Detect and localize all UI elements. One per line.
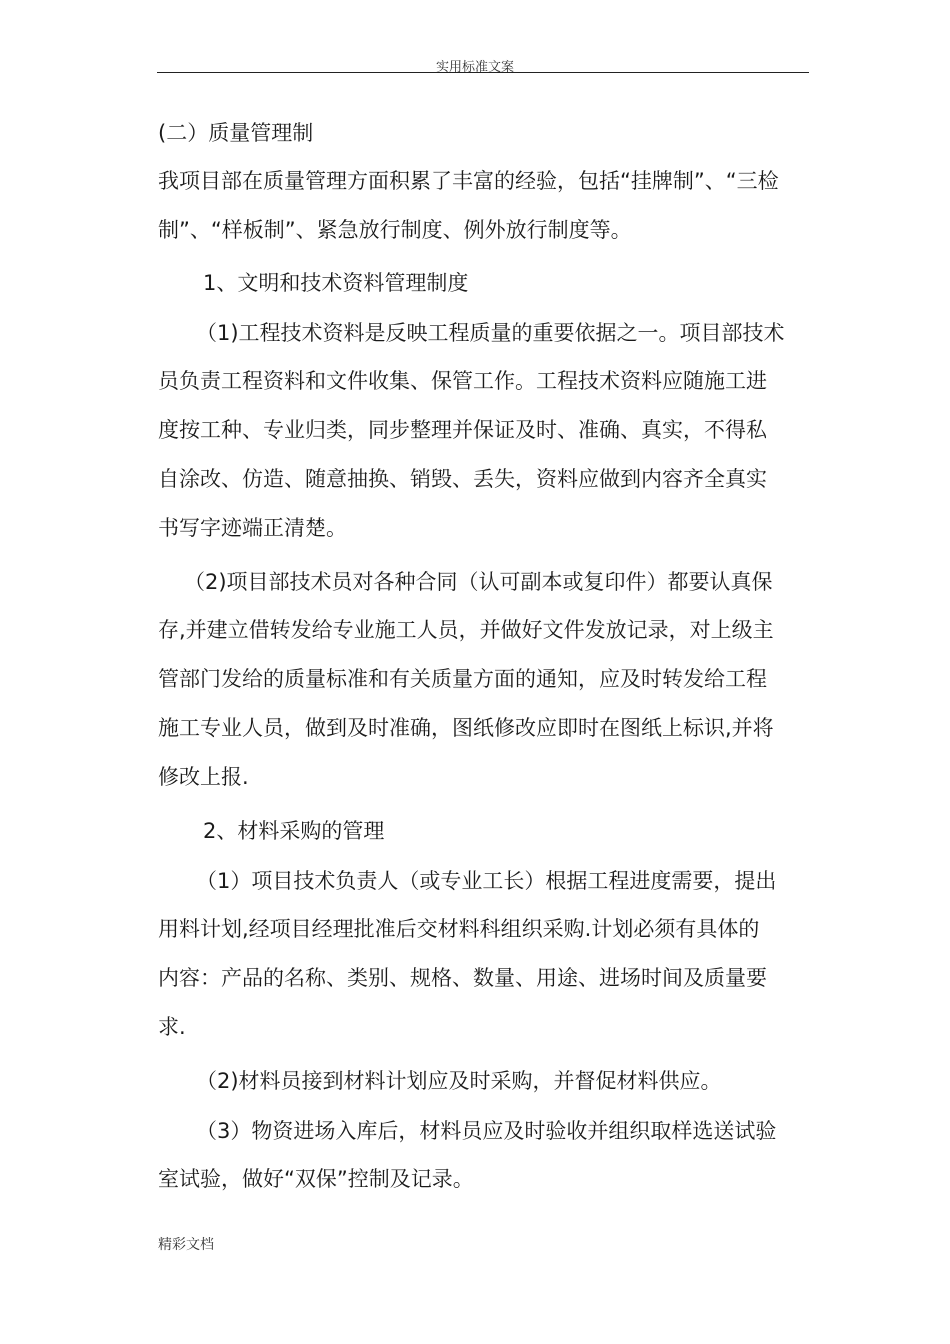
paragraph-line: 存,并建立借转发给专业施工人员，并做好文件发放记录，对上级主	[158, 618, 774, 642]
page-footer: 精彩文档	[158, 1237, 214, 1253]
paragraph-line: 度按工种、专业归类，同步整理并保证及时、准确、真实，不得私	[158, 418, 767, 442]
paragraph-line: 修改上报.	[158, 765, 249, 789]
subsection-heading: 1、文明和技术资料管理制度	[203, 271, 469, 295]
paragraph-line: （1）项目技术负责人（或专业工长）根据工程进度需要，提出	[196, 869, 777, 893]
paragraph-line: （1)工程技术资料是反映工程质量的重要依据之一。项目部技术	[196, 321, 785, 345]
paragraph-line: 制”、“样板制”、紧急放行制度、例外放行制度等。	[158, 218, 632, 242]
paragraph-line: 书写字迹端正清楚。	[158, 516, 347, 540]
paragraph-line: 自涂改、仿造、随意抽换、销毁、丢失，资料应做到内容齐全真实	[158, 467, 767, 491]
paragraph-line: 员负责工程资料和文件收集、保管工作。工程技术资料应随施工进	[158, 369, 767, 393]
paragraph-line: 我项目部在质量管理方面积累了丰富的经验，包括“挂牌制”、“三检	[158, 169, 779, 193]
section-heading: (二）质量管理制	[158, 121, 314, 145]
paragraph-line: （3）物资进场入库后，材料员应及时验收并组织取样选送试验	[196, 1119, 777, 1143]
paragraph-line: 管部门发给的质量标准和有关质量方面的通知，应及时转发给工程	[158, 667, 767, 691]
paragraph-line: 用料计划,经项目经理批准后交材料科组织采购.计划必须有具体的	[158, 917, 760, 941]
header-title: 实用标准文案	[435, 60, 514, 75]
subsection-heading: 2、材料采购的管理	[203, 819, 385, 843]
paragraph-line: 室试验，做好“双保”控制及记录。	[158, 1167, 474, 1191]
paragraph-line: 求.	[158, 1015, 186, 1039]
paragraph-line: 施工专业人员，做到及时准确，图纸修改应即时在图纸上标识,并将	[158, 716, 774, 740]
paragraph-line: （2)材料员接到材料计划应及时采购，并督促材料供应。	[196, 1069, 722, 1093]
paragraph-line: 内容：产品的名称、类别、规格、数量、用途、进场时间及质量要	[158, 966, 767, 990]
header-divider	[157, 72, 809, 73]
paragraph-line: （2)项目部技术员对各种合同（认可副本或复印件）都要认真保	[184, 570, 773, 594]
